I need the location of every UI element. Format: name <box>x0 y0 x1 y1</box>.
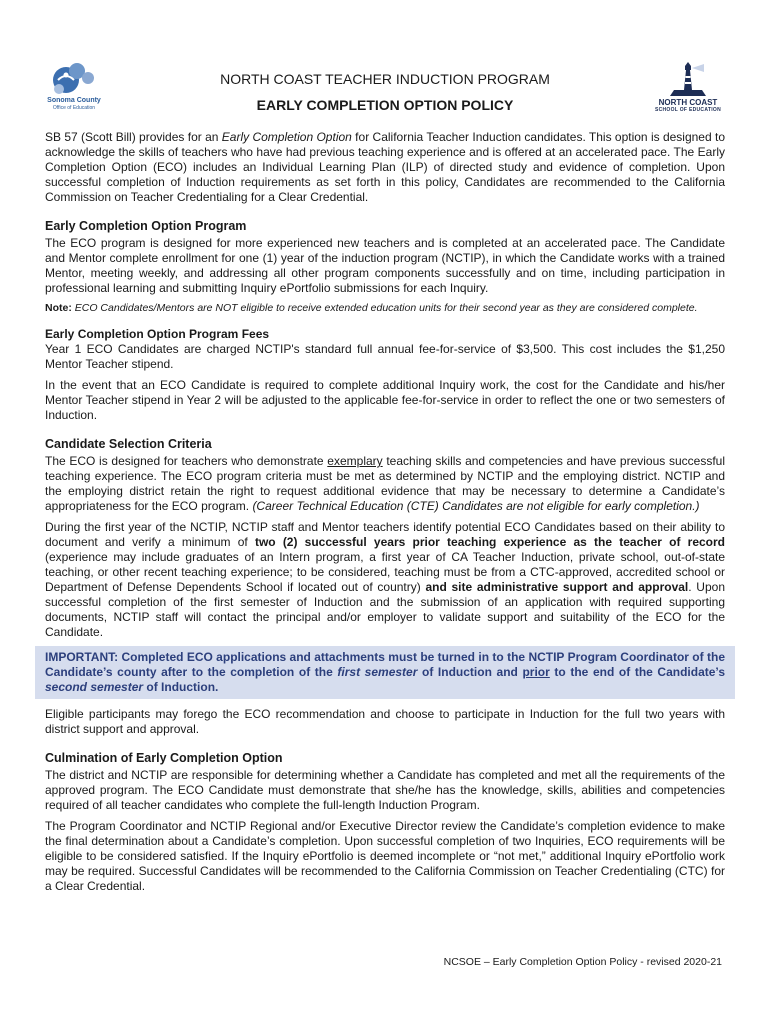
important-callout <box>35 646 735 699</box>
page-footer: NCSOE – Early Completion Option Policy - revised 2020-21 <box>443 956 722 968</box>
selection-paragraph-1 <box>45 454 725 514</box>
intro-text-a: SB 57 (Scott Bill) provides for an <box>45 130 222 144</box>
eco-program-heading: Early Completion Option Program <box>45 219 247 233</box>
selection-heading: Candidate Selection Criteria <box>45 437 212 451</box>
important-b: of Induction and <box>417 665 523 679</box>
sonoma-county-logo-subname: Office of Education <box>52 105 96 111</box>
north-coast-logo <box>650 60 726 120</box>
lighthouse-icon <box>668 60 708 98</box>
important-c: to the end of the Candidate’s <box>549 665 725 679</box>
selection-p1-emphasis: (Career Technical Education (CTE) Candidates are not eligible for early completion.) <box>252 499 700 513</box>
important-underlined: prior <box>522 665 550 679</box>
selection-p1-underlined: exemplary <box>327 454 383 468</box>
note-text: ECO Candidates/Mentors are NOT eligible to receive extended education units for their second year as they are considered complete. <box>71 302 698 314</box>
document-body <box>45 130 725 900</box>
north-coast-logo-name: NORTH COAST <box>658 98 718 107</box>
culmination-paragraph-1: The district and NCTIP are responsible for determining whether a Candidate has completed and met all the requirements of the approved program. The ECO Candidate must demonstrate that she/he has the knowledge, skills, abilities and competencies required of all teacher candidates who complete the full-length Induction Program. <box>45 768 725 812</box>
important-emphasis-1: first semester <box>337 665 418 679</box>
program-name: NORTH COAST TEACHER INDUCTION PROGRAM <box>220 71 550 87</box>
selection-p1-a: The ECO is designed for teachers who demonstrate <box>45 454 328 468</box>
selection-p2-bold-2: and site administrative support and approval <box>425 580 689 594</box>
intro-paragraph <box>45 130 725 205</box>
selection-p1-b: teaching skills and competencies and have previous successful teaching experience. The ECO program criteria must be met as determined by NCTIP and the employing district. NCTIP and the employing district retain the right to request additional evidence that may be necessary to determine a Candidate’s appropriateness for the ECO program. <box>45 454 725 513</box>
selection-paragraph-3: Eligible participants may forego the ECO recommendation and choose to participate in Induction for the full two years with district support and approval. <box>45 707 725 736</box>
selection-p2-bold-1: two (2) successful years prior teaching experience as the teacher of record <box>254 535 725 549</box>
page-title: EARLY COMPLETION OPTION POLICY <box>256 97 514 113</box>
intro-text-b: for California Teacher Induction candidates. This option is designed to acknowledge the skills of teachers who have had previous teaching experience and is offered at an accelerated pace. The Early Completion Option (ECO) includes an Individual Learning Plan (ILP) of directed study and evidence of completion. Upon successful completion of Induction requirements as set forth in this policy, Candidates are recommended to the California Commission on Teacher Credentialing for a Clear Credential. <box>45 130 725 204</box>
culmination-heading: Culmination of Early Completion Option <box>45 751 283 765</box>
eco-note <box>45 302 725 315</box>
selection-p2-c: (experience may include graduates of an Intern program, a first year of CA Teacher Induction, private school, out-of-state teaching, or other recent teaching experience; to be considered, teaching must be from a CTC-approved, accredited school or Department of Defense Dependents School if located out of country) <box>45 550 725 594</box>
intro-emphasis: Early Completion Option <box>221 130 352 144</box>
north-coast-logo-subname: SCHOOL OF EDUCATION <box>654 107 722 113</box>
important-a: IMPORTANT: Completed ECO applications and attachments must be turned in to the NCTIP Program Coordinator of the Candidate’s county after to the completion of the <box>45 650 725 679</box>
eco-program-paragraph: The ECO program is designed for more experienced new teachers and is completed at an accelerated pace. The Candidate and Mentor complete enrollment for one (1) year of the induction program (NCTIP), in which the Candidate works with a trained Mentor, meeting weekly, and addressing all other program components successfully and on time, including participation in professional learning and submitting Inquiry ePortfolio submissions for each Inquiry. <box>45 236 725 295</box>
sonoma-county-logo-name: Sonoma County <box>47 97 101 104</box>
note-label: Note: <box>45 302 72 314</box>
fees-paragraph-2: In the event that an ECO Candidate is required to complete additional Inquiry work, the cost for the Candidate and his/her Mentor Teacher stipend in Year 2 will be adjusted to the applicable fee-for-service in order to reflect the one or two semesters of Induction. <box>45 378 725 422</box>
selection-p2-a: During the first year of the NCTIP, NCTIP staff and Mentor teachers identify potential ECO Candidates based on their ability to document and verify a minimum of <box>45 520 725 549</box>
selection-p2-d: . Upon successful completion of the first semester of Induction and the submission of an application with required supporting documents, NCTIP staff will contact the principal and/or employer to validate support and suitability of the ECO for the Candidate. <box>45 580 725 639</box>
culmination-paragraph-2: The Program Coordinator and NCTIP Regional and/or Executive Director review the Candidate’s completion evidence to make the final determination about a Candidate’s completion. Upon successful completion of two Inquiries, ECO requirements will be eligible to be considered satisfied. If the Inquiry ePortfolio is deemed incomplete or “not met,” additional Inquiry ePortfolio work may be required. Successful Candidates will be recommended to the California Commission on Teacher Credentialing (CTC) for a Clear Credential. <box>45 819 725 893</box>
important-d: of Induction. <box>143 680 219 694</box>
fees-heading: Early Completion Option Program Fees <box>45 327 270 341</box>
important-emphasis-2: second semester <box>45 680 144 694</box>
fees-paragraph-1: Year 1 ECO Candidates are charged NCTIP's standard full annual fee-for-service of $3,500. This cost includes the $1,250 Mentor Teacher stipend. <box>45 342 725 371</box>
selection-paragraph-2 <box>45 520 725 640</box>
